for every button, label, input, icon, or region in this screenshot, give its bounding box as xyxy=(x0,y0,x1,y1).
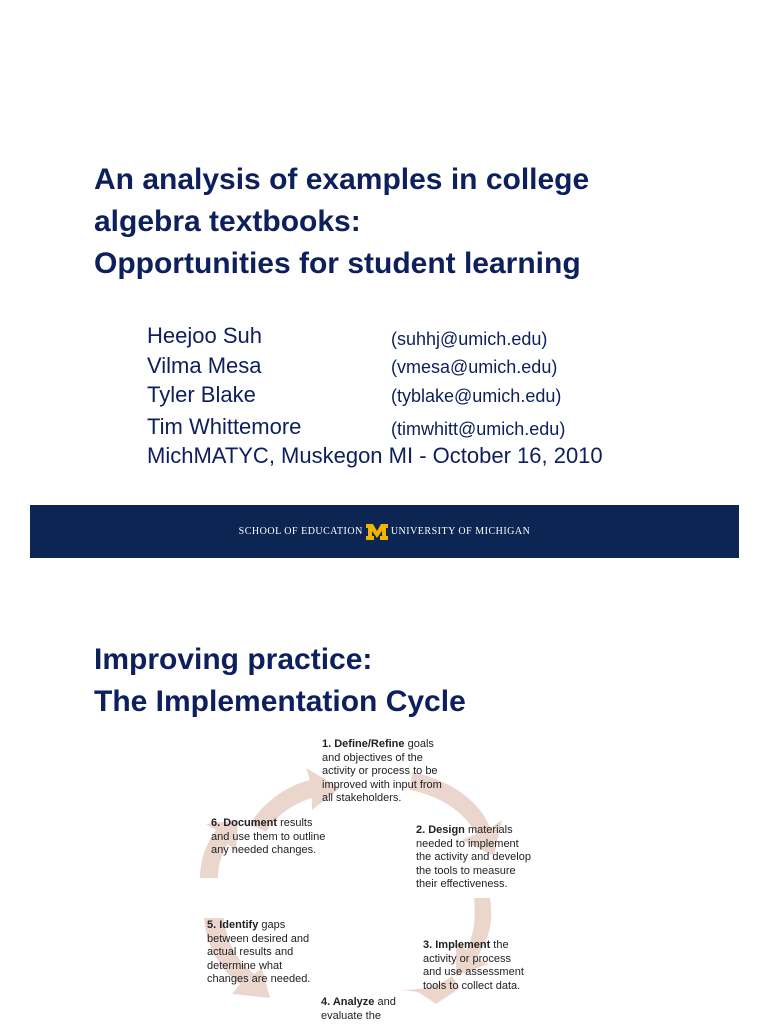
author-email: (timwhitt@umich.edu) xyxy=(391,419,566,439)
author-name: Tim Whittemore xyxy=(147,414,302,439)
author-email: (tyblake@umich.edu) xyxy=(391,386,562,406)
university-of-michigan-label: UNIVERSITY OF MICHIGAN xyxy=(390,526,531,537)
cycle-step-design: 2. Design materials needed to implement the activity and develop the tools to measure their effectiveness. xyxy=(416,824,531,890)
author-name: Heejoo Suh xyxy=(147,323,262,348)
university-banner xyxy=(30,505,739,558)
author-email: (vmesa@umich.edu) xyxy=(391,357,558,377)
author-name: Vilma Mesa xyxy=(147,353,262,378)
implementation-cycle-diagram xyxy=(190,728,560,1024)
title-line: algebra textbooks: xyxy=(94,205,361,238)
cycle-step-implement: 3. Implement the activity or process and use assessment tools to collect data. xyxy=(423,939,524,992)
title-line: Opportunities for student learning xyxy=(94,247,581,280)
title-line: Improving practice: xyxy=(94,643,373,676)
cycle-step-identify: 5. Identify gaps between desired and actual results and determine what changes are needed. xyxy=(207,919,311,985)
block-m-logo-icon xyxy=(365,523,389,541)
slide-title xyxy=(94,639,466,723)
title-line: An analysis of examples in college xyxy=(94,163,590,196)
cycle-step-define-refine: 1. Define/Refine goals and objectives of the activity or process to be improved with input from all stakeholders. xyxy=(322,738,442,804)
presentation-title xyxy=(94,159,589,285)
author-email: (suhhj@umich.edu) xyxy=(391,329,548,349)
author-name: Tyler Blake xyxy=(147,382,256,407)
cycle-step-document: 6. Document results and use them to outline any needed changes. xyxy=(211,817,326,856)
school-of-education-label: SCHOOL OF EDUCATION xyxy=(238,526,363,537)
cycle-step-analyze: 4. Analyze and evaluate the xyxy=(321,996,396,1022)
conference-info: MichMATYC, Muskegon MI - October 16, 2010 xyxy=(147,443,603,468)
title-line: The Implementation Cycle xyxy=(94,685,466,718)
